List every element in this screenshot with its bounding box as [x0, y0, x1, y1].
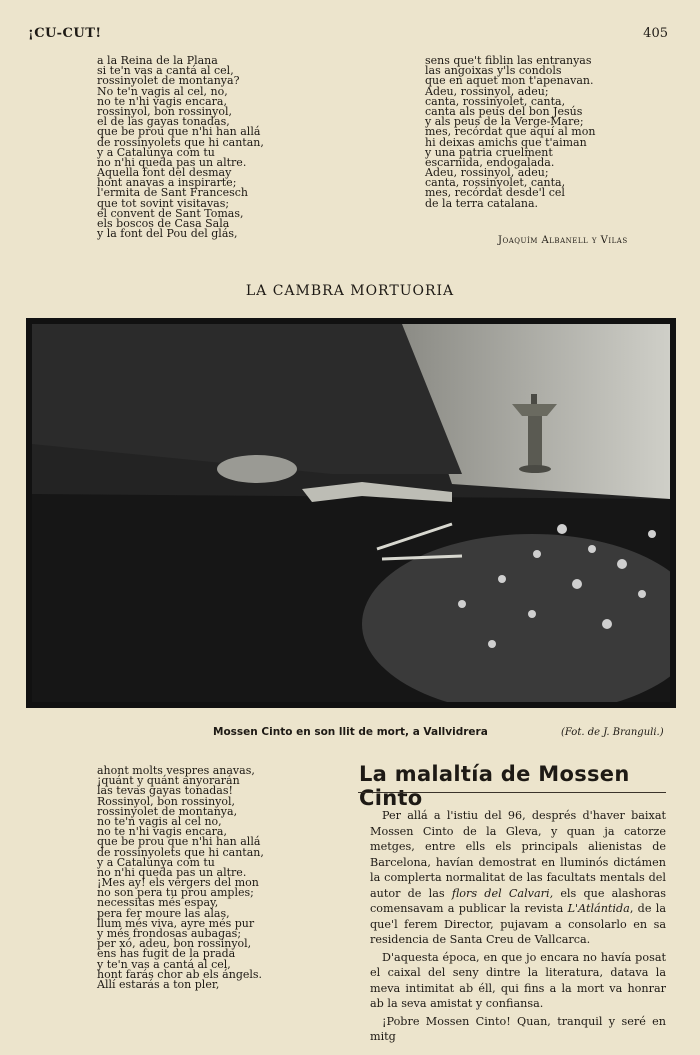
poem-line: de la terra catalana.	[425, 196, 539, 210]
article-body	[370, 808, 666, 1047]
article-text: , de la que'l ferem Director, pujavam a consolarlo en sa residencia de Santa Creu de Vallcarca.	[370, 902, 667, 946]
poem-line: mes, recórdat que aquí al mon	[425, 125, 596, 139]
poem-line: ¡Mes ay! els vergers del mon	[97, 876, 259, 890]
poem-line: l'ermita de Sant Francesch	[97, 186, 248, 200]
page-number: 405	[643, 26, 668, 41]
poem-line: que en aquet mon t'apenavan.	[425, 74, 594, 88]
poem-line: de rossinyolets que hi cantan,	[97, 845, 264, 859]
poem-line: no te'n vagis al cel no,	[97, 814, 222, 828]
article-text: Per allá a l'istiu del 96, després d'haver baixat Mossen Cinto de la Gleva, y quan ja catorze metges, entre ells els principals alienistas de Barcelona, havían demostrat en lluminós dictámen la complerta normalitat de las facultats mentals del autor de las	[370, 809, 666, 900]
photo-caption: Mossen Cinto en son llit de mort, a Vallvidrera	[213, 726, 488, 738]
poem-line: necessitas més espay,	[97, 896, 219, 910]
poem-line: ens has fugit de la prada	[97, 947, 236, 961]
poem-line: Allí estarás a ton pler,	[97, 977, 220, 991]
poem-line: hont anavas a inspirarte;	[97, 176, 237, 190]
poem-line: Rossinyol, bon rossinyol,	[97, 794, 236, 808]
poem-column-top-left	[97, 56, 264, 239]
article-text: els que alashoras comensavam a publicar la revista	[370, 886, 666, 915]
deathbed-photo	[32, 324, 670, 702]
poem-line: y a Catalunya com tu	[97, 145, 215, 159]
poem-line: que be prou que n'hi han allá	[97, 125, 261, 139]
poem-line: canta als peus del bon Jesús	[425, 104, 583, 118]
poem-line: de rossinyolets que hi cantan,	[97, 135, 264, 149]
poem-column-bottom	[97, 766, 264, 990]
section-title: LA CAMBRA MORTUORIA	[245, 283, 455, 299]
poem-line: y a Catalunya com tu	[97, 855, 215, 869]
poem-line: per xó, adeu, bon rossinyol,	[97, 937, 252, 951]
poem-line: mes, recórdat desde'l cel	[425, 186, 565, 200]
poem-line: no n'hi queda pas un altre.	[97, 865, 247, 879]
poem-line: no n'hi queda pas un altre.	[97, 155, 247, 169]
poem-line: y una patria cruelment	[425, 145, 553, 159]
poem-line: el de las gayas tonadas,	[97, 115, 230, 129]
poem-line: Aquella font del desmay	[97, 166, 232, 180]
poem-line: y la font del Pou del glás,	[97, 227, 238, 241]
poem-line: No te'n vagis al cel, no,	[97, 84, 228, 98]
poem-signature: Joaquím Albanell y Vilas	[498, 235, 628, 246]
article-italic: L'Atlántida	[567, 902, 630, 915]
poem-line: que be prou que n'hi han allá	[97, 835, 261, 849]
poem-line: a la Reina de la Plana	[97, 54, 218, 67]
poem-line: hi deixas amichs que t'aiman	[425, 135, 587, 149]
poem-line: hont farás chor ab els ángels.	[97, 967, 263, 981]
poem-line: y als peus de la Verge-Mare;	[425, 115, 584, 129]
poem-line: no son pera tu prou amples;	[97, 886, 254, 900]
poem-line: els boscos de Casa Sala	[97, 217, 230, 230]
article-italic: flors del Calvari,	[451, 886, 554, 900]
deathbed-photo-illustration	[32, 324, 670, 702]
masthead: ¡CU-CUT!	[28, 26, 102, 41]
poem-line: canta, rossinyolet, canta,	[425, 94, 566, 108]
article-paragraph	[370, 808, 666, 948]
title-divider	[358, 792, 666, 793]
poem-line: canta, rossinyolet, canta,	[425, 176, 566, 190]
poem-column-top-right	[425, 56, 595, 209]
poem-line: Adeu, rossinyol, adeu;	[425, 84, 549, 98]
article-title: La malaltía de Mossen Cinto	[359, 762, 630, 810]
poem-line: pera fer moure las alas,	[97, 906, 230, 920]
poem-line: rossinyol, bon rossinyol,	[97, 104, 232, 118]
article-paragraph: ¡Pobre Mossen Cinto! Quan, tranquil y seré en mitg	[370, 1014, 666, 1043]
photo-credit: (Fot. de J. Branguli.)	[561, 727, 664, 738]
poem-line: no te n'hi vagis encara,	[97, 825, 227, 839]
poem-line: escarnida, endogalada.	[425, 155, 555, 169]
photo-frame	[26, 318, 676, 708]
poem-line: no te n'hi vagis encara,	[97, 94, 227, 108]
poem-line: llum més viva, ayre més pur	[97, 916, 255, 930]
poem-line: ahont molts vespres anavas,	[97, 764, 255, 777]
poem-line: y te'n vas a cantá al cel,	[97, 957, 231, 971]
poem-line: si te'n vas a cantá al cel,	[97, 64, 234, 78]
poem-line: Adeu, rossinyol, adeu;	[425, 166, 549, 180]
poem-line: sens que't fiblin las entranyas	[425, 54, 592, 67]
poem-line: rossinyolet de montanya,	[97, 804, 238, 818]
poem-line: el convent de Sant Tomas,	[97, 206, 244, 220]
poem-line: las tevas gayas tonadas!	[97, 784, 233, 798]
poem-line: y més frondosas aubagas;	[97, 927, 242, 940]
poem-line: las angoixas y'ls condols	[425, 64, 562, 78]
poem-line: rossinyolet de montanya?	[97, 74, 240, 88]
poem-line: ¡quánt y quánt anyorarán	[97, 774, 240, 788]
article-paragraph: D'aquesta época, en que jo encara no havía posat el caixal del seny dintre la literatura, datava la meva intimitat ab éll, qui fins a la mort va honrar ab la seva amistat y confiansa.	[370, 950, 666, 1010]
poem-line: que tot sovint visitavas;	[97, 196, 230, 210]
